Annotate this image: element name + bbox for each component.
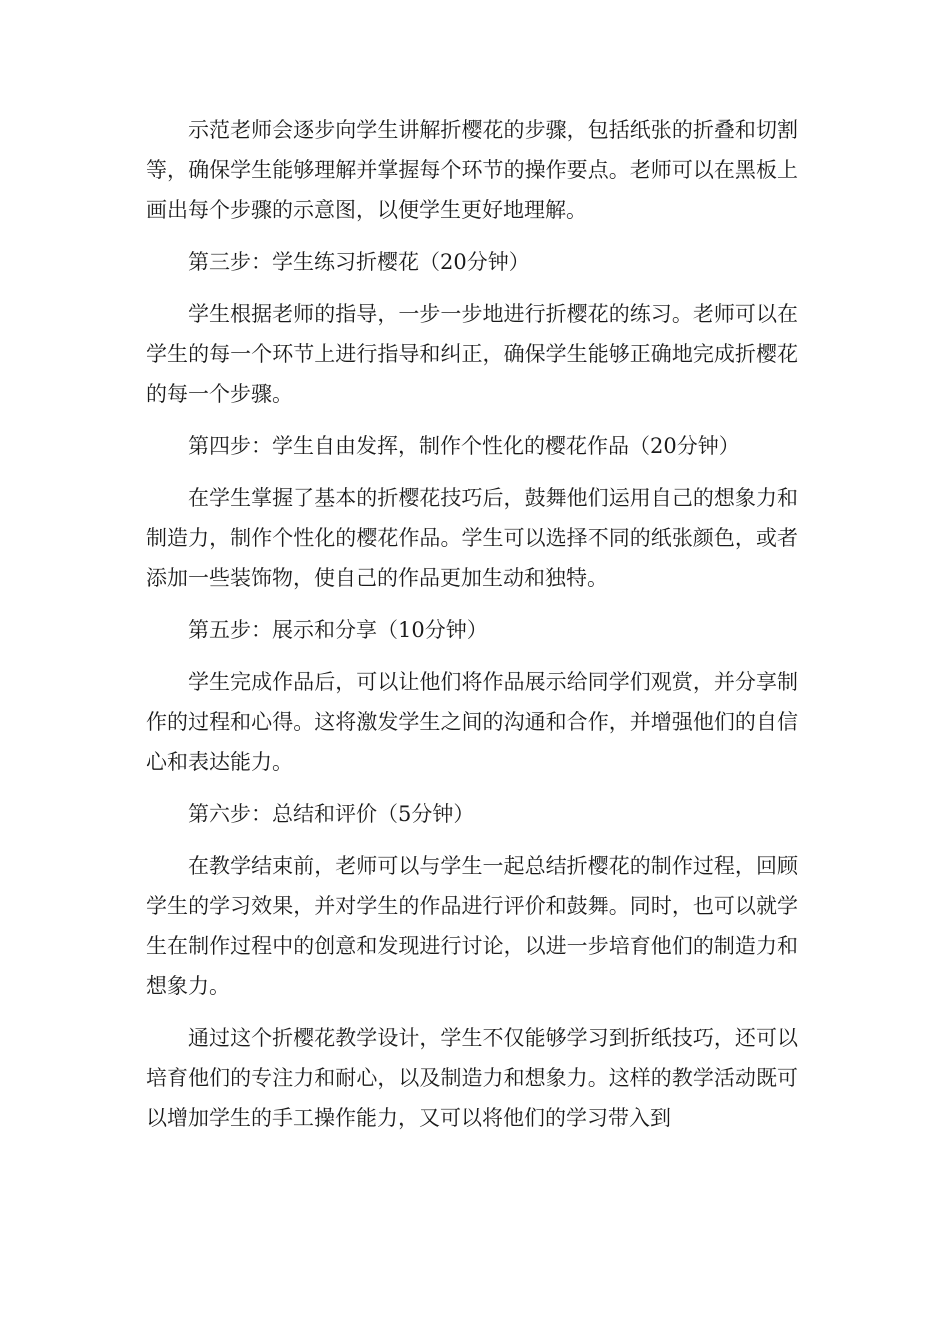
- paragraph-sharing: 学生完成作品后，可以让他们将作品展示给同学们观赏，并分享制作的过程和心得。这将激发学生之间的沟通和合作，并增强他们的自信心和表达能力。: [146, 670, 798, 774]
- step-three-heading: 第三步：学生练习折樱花（20分钟）: [188, 250, 530, 274]
- step-four-heading: 第四步：学生自由发挥，制作个性化的樱花作品（20分钟）: [188, 434, 740, 458]
- step-five-heading: 第五步：展示和分享（10分钟）: [188, 618, 488, 642]
- paragraph-free-creation: 在学生掌握了基本的折樱花技巧后，鼓舞他们运用自己的想象力和制造力，制作个性化的樱花作品。学生可以选择不同的纸张颜色，或者添加一些装饰物，使自己的作品更加生动和独特。: [146, 486, 798, 590]
- paragraph-practice: 学生根据老师的指导，一步一步地进行折樱花的练习。老师可以在学生的每一个环节上进行指导和纠正，确保学生能够正确地完成折樱花的每一个步骤。: [146, 302, 798, 406]
- paragraph-demonstration: 示范老师会逐步向学生讲解折樱花的步骤，包括纸张的折叠和切割等，确保学生能够理解并掌握每个环节的操作要点。老师可以在黑板上画出每个步骤的示意图，以便学生更好地理解。: [146, 118, 798, 222]
- paragraph-summary: 在教学结束前，老师可以与学生一起总结折樱花的制作过程，回顾学生的学习效果，并对学生的作品进行评价和鼓舞。同时，也可以就学生在制作过程中的创意和发现进行讨论，以进一步培育他们的制造力和想象力。: [146, 854, 798, 998]
- document-body: [146, 110, 798, 1150]
- paragraph-conclusion: 通过这个折樱花教学设计，学生不仅能够学习到折纸技巧，还可以培育他们的专注力和耐心，以及制造力和想象力。这样的教学活动既可以增加学生的手工操作能力，又可以将他们的学习带入到: [146, 1026, 798, 1130]
- step-six-heading: 第六步：总结和评价（5分钟）: [188, 802, 475, 826]
